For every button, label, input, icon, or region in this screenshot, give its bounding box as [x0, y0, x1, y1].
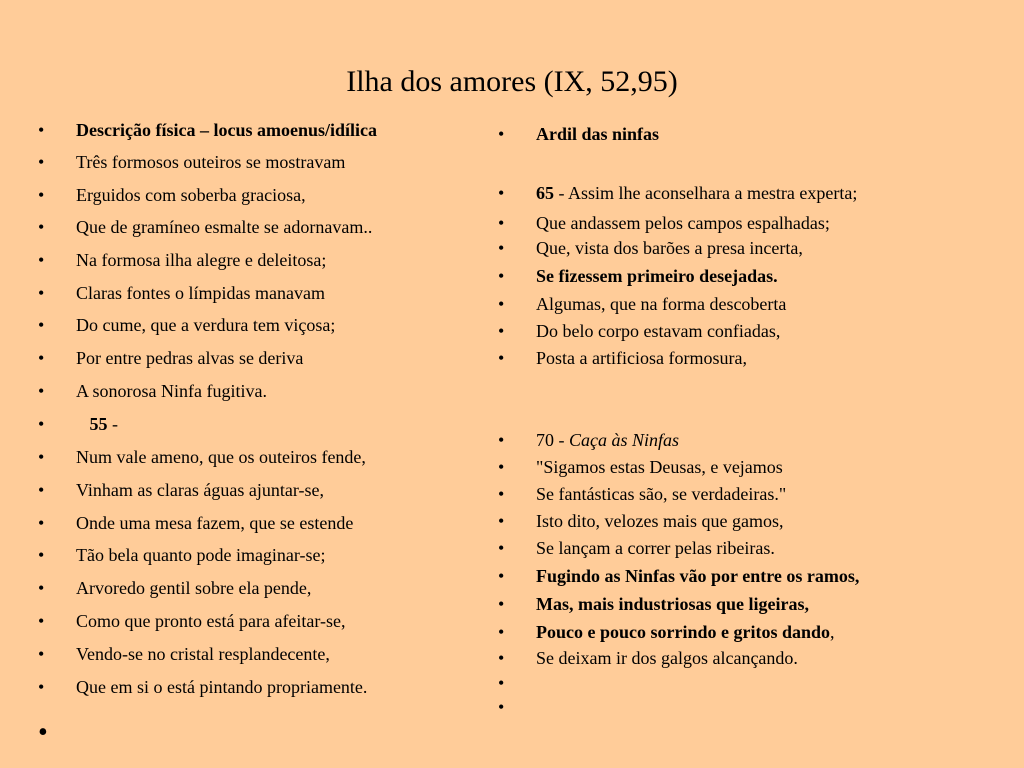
verse-text: [536, 589, 809, 619]
verse-text: [76, 442, 366, 472]
plain-text: Como que pronto está para afeitar-se,: [76, 611, 346, 631]
bullet-marker: •: [498, 294, 505, 314]
bullet-marker: •: [498, 348, 505, 368]
bullet-marker: •: [498, 183, 505, 203]
bullet-marker: •: [38, 217, 45, 237]
verse-text: [76, 343, 303, 373]
bullet-marker: •: [38, 447, 45, 467]
verse-text: [76, 212, 372, 242]
verse-text: [76, 245, 326, 275]
plain-text: Vendo-se no cristal resplandecente,: [76, 644, 330, 664]
bold-text: Descrição física – locus amoenus/idílica: [76, 120, 377, 140]
verse-text: [76, 606, 346, 636]
verse-text: [536, 316, 780, 346]
verse-text: [536, 178, 857, 208]
plain-text: Que em si o está pintando propriamente.: [76, 677, 368, 697]
bullet-marker: •: [38, 381, 45, 401]
bullet-marker: •: [38, 414, 45, 434]
verse-text: [76, 278, 325, 308]
plain-text: Arvoredo gentil sobre ela pende,: [76, 578, 312, 598]
bullet-marker: •: [38, 250, 45, 270]
bullet-marker: •: [498, 566, 505, 586]
bullet-marker: •: [38, 120, 45, 140]
bold-text: Pouco e pouco sorrindo e gritos dando: [536, 622, 831, 642]
plain-text: Do belo corpo estavam confiadas,: [536, 321, 781, 341]
verse-text: [76, 672, 367, 702]
bullet-marker: •: [38, 185, 45, 205]
bold-text: Ardil das ninfas: [536, 124, 660, 144]
italic-text: Caça às Ninfas: [569, 430, 680, 450]
plain-text: Onde uma mesa fazem, que se estende: [76, 513, 354, 533]
bullet-marker: •: [38, 315, 45, 335]
bullet-marker: •: [498, 238, 505, 258]
bullet-marker: •: [38, 644, 45, 664]
plain-text: Que andassem pelos campos espalhadas;: [536, 213, 830, 233]
bullet-marker: •: [498, 124, 505, 144]
verse-text: [536, 289, 786, 319]
bullet-marker: •: [498, 213, 505, 233]
verse-text: [76, 147, 345, 177]
bullet-marker: •: [498, 673, 505, 693]
plain-text: Algumas, que na forma descoberta: [536, 294, 787, 314]
plain-text: Se fantásticas são, se verdadeiras.": [536, 484, 787, 504]
bold-text: 55: [76, 414, 108, 434]
bullet-marker: •: [498, 648, 505, 668]
verse-text: [536, 343, 747, 373]
verse-text: [536, 561, 859, 591]
plain-text: Se lançam a correr pelas ribeiras.: [536, 538, 775, 558]
verse-text: [76, 508, 353, 538]
plain-text: "Sigamos estas Deusas, e vejamos: [536, 457, 783, 477]
plain-text: - Assim lhe aconselhara a mestra experta;: [554, 183, 858, 203]
verse-text: [536, 643, 798, 673]
plain-text: Tão bela quanto pode imaginar-se;: [76, 545, 326, 565]
verse-text: [76, 115, 377, 145]
verse-text: [76, 639, 330, 669]
plain-text: Vinham as claras águas ajuntar-se,: [76, 480, 324, 500]
bullet-marker: •: [498, 457, 505, 477]
verse-text: [76, 409, 118, 439]
bullet-marker: •: [498, 622, 505, 642]
plain-text: Três formosos outeiros se mostravam: [76, 152, 346, 172]
verse-text: [76, 540, 326, 570]
verse-text: [536, 506, 783, 536]
plain-text: Por entre pedras alvas se deriva: [76, 348, 304, 368]
bullet-marker: •: [38, 611, 45, 631]
verse-text: [76, 573, 311, 603]
plain-text: A sonorosa Ninfa fugitiva.: [76, 381, 267, 401]
verse-text: [536, 233, 803, 263]
verse-text: [76, 376, 267, 406]
verse-text: [76, 475, 324, 505]
plain-text: Isto dito, velozes mais que gamos,: [536, 511, 784, 531]
bullet-marker: •: [38, 283, 45, 303]
bullet-marker: •: [38, 677, 45, 697]
verse-text: [76, 310, 335, 340]
plain-text: Que de gramíneo esmalte se adornavam..: [76, 217, 373, 237]
slide-title: Ilha dos amores (IX, 52,95): [346, 65, 678, 98]
bold-text: Fugindo as Ninfas vão por entre os ramos,: [536, 566, 860, 586]
bullet-marker: •: [38, 152, 45, 172]
bullet-marker: •: [498, 594, 505, 614]
plain-text: Que, vista dos barões a presa incerta,: [536, 238, 803, 258]
plain-text: Posta a artificiosa formosura,: [536, 348, 747, 368]
bold-text: Se fizessem primeiro desejadas.: [536, 266, 778, 286]
plain-text: ,: [830, 622, 835, 642]
bold-text: 65: [536, 183, 554, 203]
verse-text: [76, 180, 306, 210]
bullet-marker: •: [498, 321, 505, 341]
plain-text: -: [107, 414, 118, 434]
plain-text: Se deixam ir dos galgos alcançando.: [536, 648, 798, 668]
bullet-marker: •: [498, 430, 505, 450]
trailing-bullet: •: [38, 717, 48, 748]
verse-text: [536, 479, 786, 509]
bullet-marker: •: [498, 538, 505, 558]
plain-text: Claras fontes o límpidas manavam: [76, 283, 325, 303]
verse-text: [536, 261, 778, 291]
bullet-marker: •: [498, 697, 505, 717]
bullet-marker: •: [498, 511, 505, 531]
plain-text: Num vale ameno, que os outeiros fende,: [76, 447, 366, 467]
verse-text: [536, 452, 783, 482]
plain-text: Do cume, que a verdura tem viçosa;: [76, 315, 336, 335]
verse-text: [536, 533, 775, 563]
bullet-marker: •: [38, 578, 45, 598]
bullet-marker: •: [38, 513, 45, 533]
bullet-marker: •: [38, 545, 45, 565]
verse-text: [536, 119, 659, 149]
verse-text: [536, 425, 679, 455]
bullet-marker: •: [498, 266, 505, 286]
bullet-marker: •: [498, 484, 505, 504]
bullet-marker: •: [38, 480, 45, 500]
plain-text: Na formosa ilha alegre e deleitosa;: [76, 250, 327, 270]
bold-text: Mas, mais industriosas que ligeiras,: [536, 594, 810, 614]
plain-text: Erguidos com soberba graciosa,: [76, 185, 306, 205]
bullet-marker: •: [38, 348, 45, 368]
plain-text: 70 -: [536, 430, 569, 450]
